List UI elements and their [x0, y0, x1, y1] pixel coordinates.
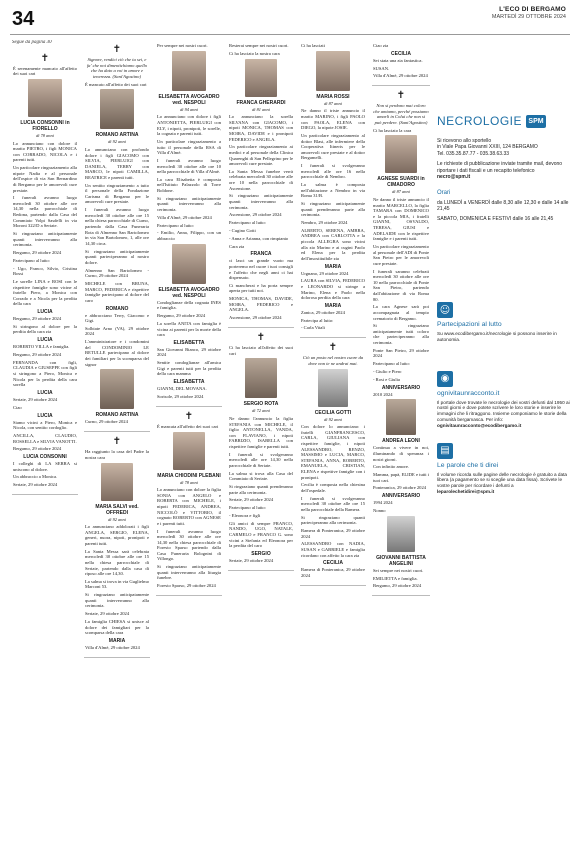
obituary-block [372, 86, 430, 596]
portrait-photo [385, 135, 417, 173]
obituary-text: Si ringraziano anticipatamente quanti interverranno alla cerimonia. [229, 193, 293, 210]
portrait-photo [245, 358, 277, 398]
obituary-text: Curno, 29 ottobre 2024 [85, 419, 128, 425]
obituary-text: Seriate, 29 ottobre 2024 [13, 482, 58, 488]
masthead [492, 6, 566, 20]
obituary-block [228, 328, 294, 571]
obituary-text: È serenamente mancato all'affetto dei suoi cari [13, 65, 77, 77]
section-portal-text: Il portale dove trovate le necrologie dei vostri defunti dal 1950 ai nostri giorni e dove potete scrivere le loro storie e inserire le immagini che li ritraggono. Insieme componiamo le storie della comunità bergamasca. Per info: [437, 399, 570, 423]
obituary-text: e abbracciano Terry, Giacomo e Gigi. [85, 312, 149, 324]
portrait-photo [318, 369, 348, 407]
obituary-text: La cara Agnese sarà poi accompagnata al tempio crematorio di Bergamo. [373, 304, 429, 321]
column-6 [372, 40, 430, 843]
obituary-text: - Ugo, Franco, Silvio, Cristina Bossi [13, 265, 77, 277]
deceased-name: ROMANO [105, 305, 129, 312]
cross-icon: ✝ [256, 332, 266, 343]
obituary-block [156, 407, 222, 596]
deceased-name: GIOVANNI BATTISTA ANGELINI [376, 554, 426, 567]
opening-hours [437, 190, 575, 222]
epigraph: Non si perdono mai coloro che amiamo, perché possiamo amarli in Colui che non si può perdere. (Sant'Agostino) [373, 103, 429, 125]
obituary-text: Un abbraccio a Monica. [13, 474, 58, 480]
portrait-photo [172, 51, 206, 91]
obituary-text: Nembro, 29 ottobre 2024 [301, 220, 348, 225]
column-5 [300, 40, 366, 843]
deceased-name: ANNIVERSARIO [381, 493, 421, 500]
obituary-text: Un particolare ringraziamento alla nipote Nadia e al personale dell'ospice di via San Bernardino di Bergamo per le amorevoli cure prestate. [13, 165, 77, 193]
obituary-block [300, 40, 366, 338]
obituary-text: - Carla Vitali [301, 325, 325, 331]
obituary-text: I funerali si svolgeranno mercoledì alle ore 14,30 nella parrocchiale di Seriate. [229, 451, 293, 468]
deceased-name: ROMANO ARTINA [95, 412, 139, 419]
hours-weekend: SABATO, DOMENICA E FESTIVI dalle 16 alle 21,45 [437, 215, 554, 222]
newspaper-name: L'ECO DI BERGAMO [499, 6, 566, 13]
hours-weekdays: da LUNEDÌ a VENERDÌ dalle 8,30 alle 12,30 e dalle 14 alle 21,45 [437, 199, 569, 213]
age-line: di 72 anni [252, 408, 270, 414]
deceased-name: ANDREA LEONI [382, 438, 420, 445]
obituary-text: - Emilio, Anna, Filippo, con un abbraccio [157, 230, 221, 241]
deceased-name: MARIA [108, 637, 126, 644]
obituary-block [228, 40, 294, 328]
obituary-text: Un particolare ringraziamento ai medici e al personale della Clinica Quarenghi di San Pellegrino per le amorevoli cure prestate. [229, 144, 293, 167]
obituary-text: Ne danno il triste annuncio il marito MARCELLO, la figlia TAMARA con DOMENICO e la piccola MIA, i fratelli GIANNI, OSVALDO, TERESA, GIUSI e ADELAIDE con le rispettive famiglie e i parenti tutti. [373, 197, 429, 242]
section-portal-email[interactable]: ognivitaunracconto@ecodibergamo.it [437, 422, 522, 428]
obituary-text: Ci ha lasciati [301, 43, 325, 48]
deceased-name: LUCIA [37, 412, 53, 419]
deceased-name: CECILIA [323, 560, 343, 567]
portrait-photo [172, 244, 206, 284]
obituary-text: Ha raggiunto la casa del Padre la nostra cara [85, 449, 149, 460]
obituary-text: Un particolare ringraziamento al personale dell'ADI di Ponte San Pietro per le amorevoli cure prestate. [373, 244, 429, 266]
portrait-photo [316, 51, 350, 91]
obituary-text: Seriate, 29 ottobre 2024 [13, 396, 58, 402]
obituary-text: Villa d'Almè, 29 ottobre 2024 [373, 73, 428, 79]
obituary-text: Condoglianze della cognata INES e famiglia. [157, 299, 221, 311]
deceased-name: FRANCA GHERARDI [236, 99, 286, 106]
obituary-text: 1994 2024 [373, 500, 393, 506]
obituary-text: Continua a vivere in noi, illuminando di speranza i nostri giorni. [373, 445, 429, 462]
obituary-text: È mancata all'affetto dei suoi cari [157, 423, 219, 429]
section-portal-title[interactable]: ognivitaunracconto.it [437, 389, 500, 397]
obituary-text: Ci ha lasciato la cara [373, 127, 412, 133]
deceased-name: ELISABETTA AVOGADRO ved. NESPOLI [158, 286, 220, 299]
obituary-text: Si ringraziano anticipatamente quanti parteciperanno al nostro dolore. [85, 248, 149, 265]
obituary-text: Le sorelle LINA e ROSI con le rispettive famiglie sono vicine al fratello Piero, a Monica con Corrado e a Nicola per la perdita della cara [13, 278, 77, 307]
epigraph: Ciò un posto nel nostro cuore da dove non te ne andrai mai. [302, 355, 364, 366]
obituary-text: Bergamo, 29 ottobre 2024 [13, 446, 62, 452]
obituary-text: MICHELE con BRUNA, MARCO, FEDERICA e rispettive famiglie partecipano al dolore del caro [85, 280, 149, 303]
obituary-text: Un particolare ringraziamento a tutto il personale della RSA di Villa d'Almè. [157, 138, 221, 156]
obituary-text: Partecipano al lutto: [229, 220, 266, 226]
obituary-text: Lo annunciano con dolore i figli ANTONIETTA, PIERLUIGI con ELY, i nipoti, pronipoti, le sorelle, la cognata e parenti tutti. [157, 114, 221, 137]
obituary-text: Lo annunciano con profondo dolore i figli GIACOMO con SILVIA, PIERLUIGI con DANIELA, TERRY con MARCO, le nipoti CAMILLA, BEATRICE e parenti tutti. [85, 146, 149, 180]
obituary-text: ALBERTO, SERENA, AMBRA, ANDREA con CARLOTTA e la piccola ALLEGRA sono vicini alla zio Marino e ai cugini Paolo ed Elena per la perdita dell'insostituibile zia [301, 227, 365, 261]
section-condolences-text: Su www.ecodibergamo.it/necrologie si possono inserire in autonomia. [437, 331, 557, 342]
obituary-text: Ponteranica, 29 ottobre 2024 [373, 485, 427, 491]
obituary-text: LAURA con SILVIA, FEDERICO e LEONARDO si stringe a Marino, Elena e Paolo nella dolorosa perdita della cara [301, 278, 365, 301]
obituary-text: Bergamo, 29 ottobre 2024 [13, 250, 62, 255]
deceased-name: ELISABETTA [173, 339, 205, 346]
page-header [0, 0, 580, 36]
obituary-text: Si ringraziano anticipatamente quanti prenderanno parte alla cerimonia. [301, 201, 365, 218]
obituary-text: Lo annunciano addolorati i figli ANGELA, SERGIO, ELENA, generi, nuora, nipoti, pronipoti e parenti tutti. [85, 524, 149, 546]
obituary-text: La cara Elisabetta è composta nell'Istituto Palazzolo di Torre Boldone. [157, 176, 221, 194]
obituary-text: Sentite condoglianze all'amica Gigi e parenti tutti per la perdita della cara mamma [157, 360, 221, 377]
obituary-text: Partecipano al lutto: [373, 361, 410, 367]
obituary-text: La sorella ANITA con famiglia è vicina ai parenti per la morte della cara [157, 320, 221, 338]
portrait-photo [386, 399, 416, 435]
section-words-text: Il volume ricorda sulle pagine delle necrologie è gratuito a data libera (a pagamento se si sceglie una data fissa). Scrivete le vostre parole per ricordare i defunti a [437, 471, 568, 489]
obituary-text: Cara zia [229, 243, 245, 249]
obituary-text: - Rosi e Giulia [373, 376, 400, 382]
deceased-name: MARIA ROSSI [316, 93, 350, 100]
section-words-email[interactable]: leparolechetidirei@spm.it [437, 489, 495, 495]
portrait-photo [100, 369, 134, 409]
deceased-name: CECILIA GOTTI [314, 409, 352, 416]
obituary-text: FERNANDA con figli, CLAUDIA e GIUSEPPE con figli si stringono a Piero, Monica e Nicola per la perdita della cara sorella [13, 359, 77, 388]
obituary-block [372, 40, 430, 86]
obituary-text: Seriate, 29 ottobre 2024 [229, 557, 274, 563]
obituary-text: - Cugino Gotti [229, 227, 256, 233]
deceased-name: ELISABETTA AVOGADRO ved. NESPOLI [158, 93, 220, 106]
obituary-text: Sorisole, 29 ottobre 2024 [157, 394, 204, 399]
obituary-text: Cecilia è composta nella chiesina dell'ospedale. [301, 482, 365, 493]
obituary-text: - Eleonora e figli [229, 513, 261, 518]
obituary-text: La famiglia CHIESA si unisce al dolore dei famigliari per la scomparsa della cara [85, 619, 149, 636]
obituary-text: Si ringraziano anticipatamente tutti coloro che parteciperanno alla cerimonia. [373, 323, 429, 346]
obituary-text: Resterai sempre nei nostri cuori. [229, 43, 289, 48]
epigraph: Signore, rendici ciò che tu sei, e fa' che noi dimentichiamo quello che ha dato a voi in amore e tenerezza. (Sant'Agostino) [86, 57, 148, 79]
obituary-text: La salma si trova in via Guglielmo Marconi 53. [85, 578, 149, 590]
obituary-text: Foresto Sparso, 29 ottobre 2024 [157, 583, 216, 589]
obituary-text: ROBERTO VILLA e famiglia. [13, 344, 70, 350]
deceased-name: LUCIA CONSONNI in FIORELLO [20, 119, 70, 132]
obituary-text: Ne danno l'annuncio la figlia STEFANIA con MICHELE, il figlio ANTONELLA, VANDA, con FLAVIANO, i nipoti FABRIZIO, ISABELLA con rispettive famiglie e parenti tutti. [229, 415, 293, 449]
portrait-photo [100, 89, 134, 129]
deceased-name: LUCIA [37, 309, 53, 316]
cross-icon: ✝ [328, 342, 338, 354]
obituary-text: - Giulio e Piero [373, 369, 402, 374]
obituary-text: Bergamo, 29 ottobre 2024 [157, 313, 206, 319]
obituary-text: SUSAN. [373, 65, 390, 71]
section-condolences [437, 302, 575, 343]
obituary-text: Si stringono al dolore per la perdita della cara zia [13, 323, 77, 335]
office-address: in Viale Papa Giovanni XXIII, 124 BERGAMO [437, 144, 538, 151]
deceased-name: LUCIA [37, 337, 53, 344]
obituary-text: Urgnano, 29 ottobre 2024 [301, 270, 349, 276]
obituary-text: Sei stata una zia fantastica. [373, 57, 423, 63]
obituary-text: Partecipano al lutto: [13, 257, 50, 263]
portrait-photo [173, 432, 205, 470]
age-line: di 81 anni [252, 106, 270, 112]
deceased-name: FRANCA [250, 251, 272, 258]
age-line: di 92 anni [108, 516, 126, 522]
column-4 [228, 40, 294, 843]
deceased-name: ELISABETTA [173, 379, 205, 386]
age-line: di 94 anni [180, 106, 198, 112]
obituary-text: Villa d'Almè, 29 ottobre 2024 [85, 644, 140, 650]
obituary-block [12, 49, 78, 495]
obituary-text: Seriate, 29 ottobre 2024 [229, 497, 274, 503]
obituary-block [156, 40, 222, 407]
page-number: 34 [12, 8, 35, 30]
obituary-text: Bergamo, 29 ottobre 2024 [373, 583, 422, 589]
obituary-text: Ci ha lasciato la nostra cara [229, 50, 280, 56]
deceased-name: AGNESE SUARDI in CIMADORO [377, 176, 425, 189]
obituary-text: ci lasci un grande vuoto ma porteremo nel cuore i tuoi consigli e l'affetto che negli anni ci hai dispensato. [229, 258, 293, 281]
obituary-text: - Anna e Arianna, con rimpianto [229, 235, 289, 241]
office-phone: Tel. 035.35.87.77 - 035.38.63.33 [437, 150, 510, 157]
section-portal [437, 371, 575, 429]
obituary-text: Lo annunciano con dolore la figlia SONIA con ANGELO e ROBERTA con MICHELE, i nipoti FEDERICA, ANDREA, NICCOLÒ e VITTORIO, il cognato ROBERTO con AGNESE e i parenti tutti. [157, 487, 221, 526]
book-icon: ▤ [437, 443, 453, 459]
deceased-name: MARIA [324, 302, 342, 309]
obituary-text: Ascensione, 29 ottobre 2024 [229, 315, 282, 321]
portrait-photo [28, 79, 62, 117]
age-line: di 87 anni [324, 100, 342, 106]
obituary-text: MONICA, THOMAS, DAVIDE, MOIRA, FEDERICO e ANGELA. [229, 296, 293, 313]
globe-icon: ◉ [437, 371, 453, 387]
obituary-text: Ramera di Ponteranica, 29 ottobre 2024 [301, 567, 365, 578]
obituary-text: Si ringraziano anticipatamente quanti interverranno alla cerimonia. [13, 231, 77, 248]
cross-icon: ✝ [40, 52, 50, 64]
obituary-text: I funerali avranno luogo mercoledì 30 ottobre alle ore 15 nella chiesa parrocchiale di Curno, partendo dalla Casa Funeraria Rota di Almenno San Bartolomeo in via San Bartolomeo, 1, alle ore 14,30 circa. [85, 207, 149, 246]
age-line: di 87 anni [392, 189, 410, 195]
issue-date: MARTEDÌ 29 OTTOBRE 2024 [491, 14, 566, 20]
obituary-text: Partecipano al lutto: [157, 222, 194, 228]
age-line: di 78 anni [36, 132, 54, 138]
obituary-text: San Giovanni Bianco, 29 ottobre 2024 [157, 346, 221, 358]
obituary-text: GIANNI, DEL MOVANA. [157, 386, 207, 392]
age-line: di 78 anni [180, 479, 198, 485]
section-words [437, 443, 575, 495]
portrait-photo [101, 463, 133, 501]
obituary-text: La Santa Messa sarà celebrata mercoledì 30 ottobre alle ore 15 nella chiesa parrocchiale di Seriate, partendo dalla casa di riposo alle ore 14,30. [85, 548, 149, 577]
header-rule [10, 34, 570, 35]
deceased-name: MARIA SALVI ved. OFFREDI [95, 503, 139, 516]
obituary-block [300, 338, 366, 586]
obituary-text: Bergamo, 29 ottobre 2024 [13, 316, 62, 322]
obituary-text: Villa d'Almè, 29 ottobre 2024 [157, 214, 212, 220]
office-intro: Si ricevono allo sportello [437, 138, 492, 144]
deceased-name: SERGIO ROTA [243, 401, 279, 408]
obituary-text: I funerali avranno luogo mercoledì 30 ottobre alle ore 14,30 nella chiesa parrocchiale di Foresto Sparso partendo dalla Casa Funeraria Bolognini di Villongo. [157, 528, 221, 562]
obituary-text: Gli amici di sempre FRANCO, NANDO, UGO, NATALE, CARMELO e FRANCO G. sono vicini a Stefania ed Eleonora per la perdita del caro [229, 520, 293, 549]
obituary-text: ANCILLA, CLAUDIO, ROSSELLA e SILVIA VANOTTI. [13, 432, 77, 444]
obituary-text: Partecipano al lutto: [229, 505, 266, 511]
obituary-text: È mancato all'affetto dei suoi cari [85, 81, 147, 87]
obituary-text: Per sempre nei nostri cuori. [157, 43, 208, 48]
people-icon: ☺ [437, 302, 453, 318]
portrait-photo [245, 59, 277, 97]
obituary-text: 2010 2024 [373, 391, 393, 397]
obituary-text: I funerali si svolgeranno mercoledì alle ore 16 nella parrocchiale di Nembro. [301, 163, 365, 180]
necrologie-sidebar [437, 40, 575, 495]
obituary-text: Si ringraziano anticipatamente quanti interverranno alla liturgia funebre. [157, 564, 221, 581]
deceased-name: ANNIVERSARIO [381, 384, 421, 391]
age-line: di 92 anni [324, 416, 342, 422]
column-3 [156, 40, 222, 843]
obituary-text: La salma si trova alla Casa del Commiato di Seriate. [229, 470, 293, 482]
portrait-photo [387, 516, 415, 552]
deceased-name: CECILIA [391, 50, 411, 57]
obituary-text: Ci mancherai e ha porta sempre aperta per tutti noi. [229, 282, 293, 294]
obituary-text: I funerali avranno luogo mercoledì 30 ottobre alle ore 14,30 nella parrocchiale di Redona, partendo dalla Casa del Commiato Volpi Sasdelli in via Moroni 322/D a Seriate. [13, 195, 77, 229]
obituary-text: Con infinito amore. [373, 464, 410, 470]
deceased-name: LUCIA CONSONNI [23, 454, 67, 461]
cross-icon: ✝ [112, 436, 122, 448]
obituary-text: La salma è composta nell'abitazione a Nembro in via Roma 31/B. [301, 182, 365, 199]
section-condolences-title: Partecipazioni al lutto [437, 321, 502, 329]
obituary-block [84, 432, 150, 658]
obituary-text: Lo annunciano con dolore il marito PIETRO, i figli MONICA con CORRADO, NICOLA e i parenti tutti. [13, 140, 77, 163]
deceased-name: SERGIO [251, 550, 271, 557]
obituary-text: Un particolare ringraziamento al dottor Blasi, alle infermiere della Cooperativa Itineris per le amorevoli cure prestate e al dottor Bergamelli. [301, 132, 365, 161]
obituary-text: Ciao zia [373, 43, 389, 48]
deceased-name: ROMANO ARTINA [95, 132, 139, 139]
cross-icon: ✝ [396, 90, 406, 102]
obituary-text: Siamo vicini a Piero, Monica e Nicola, con sentito cordoglio. [13, 419, 77, 431]
deceased-name: MARIA [324, 263, 342, 270]
obituary-text: Un sentito ringraziamento a tutto il personale della Fondazione Carisma di Bergamo per le amorevoli cure prestate. [85, 182, 149, 205]
obituary-text: L'amministratore e i condomini del CONDOMINIO LE BETULLE partecipano al dolore dei familiari per la scomparsa del signor [85, 339, 149, 367]
obituary-text: Ponte San Pietro, 29 ottobre 2024 [373, 347, 429, 359]
obituary-block [84, 40, 150, 432]
section-words-title: Le parole che ti direi [437, 461, 499, 469]
cross-icon: ✝ [184, 410, 194, 422]
office-info [437, 138, 575, 180]
age-line: di 92 anni [108, 139, 126, 145]
obituary-text: Lo annunciano la sorella SILVANA con GIACOMO, i nipoti MONICA, THOMAS con MOIRA, DAVIDE e i pronipoti FEDERICO e ANGELA. [229, 114, 293, 142]
obituary-text: I colleghi di LA SERRA si uniscono al dolore. [13, 461, 77, 472]
obituary-text: Si ringraziano quanti parteciperanno alla cerimonia. [301, 514, 365, 526]
obituary-text: Ramera di Ponteranica, 29 ottobre 2024 [301, 528, 365, 539]
spm-logo: SPM [526, 115, 546, 128]
obituary-text: Solbiate Arno (VA), 29 ottobre 2024 [85, 325, 149, 337]
column-1 [12, 40, 78, 843]
obituary-text: Ne danno il triste annuncio il marito MARINO, i figli PAOLO con PAOLA, ELENA con DIEGO, la nipote JOSIE. [301, 108, 365, 131]
obituary-text: I funerali saranno celebrati mercoledì 30 ottobre alle ore 10 nella parrocchiale di Ponte San Pietro, partendo dall'abitazione di via Roma 80. [373, 268, 429, 302]
obituary-text: Partecipa al lutto: [301, 317, 334, 323]
obituary-text: Nonno [373, 508, 386, 514]
deceased-name: LUCIA [37, 389, 53, 396]
necrologie-title: NECROLOGIE [437, 114, 523, 128]
hours-title: Orari [437, 190, 451, 197]
office-note: Le richieste di pubblicazione inviate tramite mail, devono riportare i dati fiscali e un recapito telefonico [437, 161, 563, 174]
obituary-text: Ci ha lasciato all'affetto dei suoi cari [229, 345, 293, 356]
obituary-text: Con dolore lo annunciano: i fratelli GIANFRANCESCO, CARLA, GIULIANA con rispettive famiglie, i nipoti ALESSANDRO, RENZO, MASSIMO e LUCIA, MARCO, STEFANIA, ANNA, ROBERTO, EMANUELA, CRISTIAN, ELENA e rispettive famiglie con i pronipoti. [301, 424, 365, 480]
cross-icon: ✝ [112, 44, 122, 55]
continued-from: Segue da pagina 30 [12, 40, 52, 45]
obituary-text: Almenno San Bartolomeo - Curno, 29 ottobre 2024 [85, 267, 149, 279]
column-2 [84, 40, 150, 843]
obituary-text: I funerali si svolgeranno mercoledì 30 ottobre alle ore 15 nella parrocchiale della Ramera. [301, 495, 365, 512]
obituary-text: Ciao [13, 404, 22, 410]
obituary-text: I funerali avranno luogo mercoledì 30 ottobre alle ore 10 nella parrocchiale di Villa d'Almè. [157, 157, 221, 175]
obituary-text: La Santa Messa funebre verrà celebrata mercoledì 30 ottobre alle ore 10 nella parrocchiale di Ascensione. [229, 168, 293, 191]
obituary-text: Sei sempre nei nostri cuori. [373, 567, 424, 573]
obituary-text: Si ringraziano anticipatamente quanti interverranno alla cerimonia. [157, 195, 221, 213]
obituary-text: Bergamo, 29 ottobre 2024 [13, 352, 62, 358]
obituary-text: Mamma, papà, ELIDE e tutti i tuoi cari. [373, 472, 430, 483]
obituary-text: EMILIETTA e famiglia. [373, 575, 418, 581]
obituary-text: Zanica, 29 ottobre 2024 [301, 309, 345, 315]
deceased-name: MARIA CHIODINI PLEBANI [157, 472, 221, 479]
obituary-text: Si ringraziano quanti prenderanno parte alla cerimonia. [229, 484, 293, 495]
obituary-text: Seriate, 29 ottobre 2024 [85, 611, 130, 617]
obituary-text: ALESSANDRO con NADIA, SUSAN e GABRIELE e famiglia ricordano con affetto la cara zia [301, 541, 365, 558]
obituary-text: Ascensione, 29 ottobre 2024 [229, 212, 282, 218]
obituary-text: Si ringraziano anticipatamente quanti interverranno alla cerimonia. [85, 592, 149, 609]
office-email-link[interactable]: necro@spm.it [437, 174, 471, 181]
necrologie-logo [437, 114, 575, 128]
